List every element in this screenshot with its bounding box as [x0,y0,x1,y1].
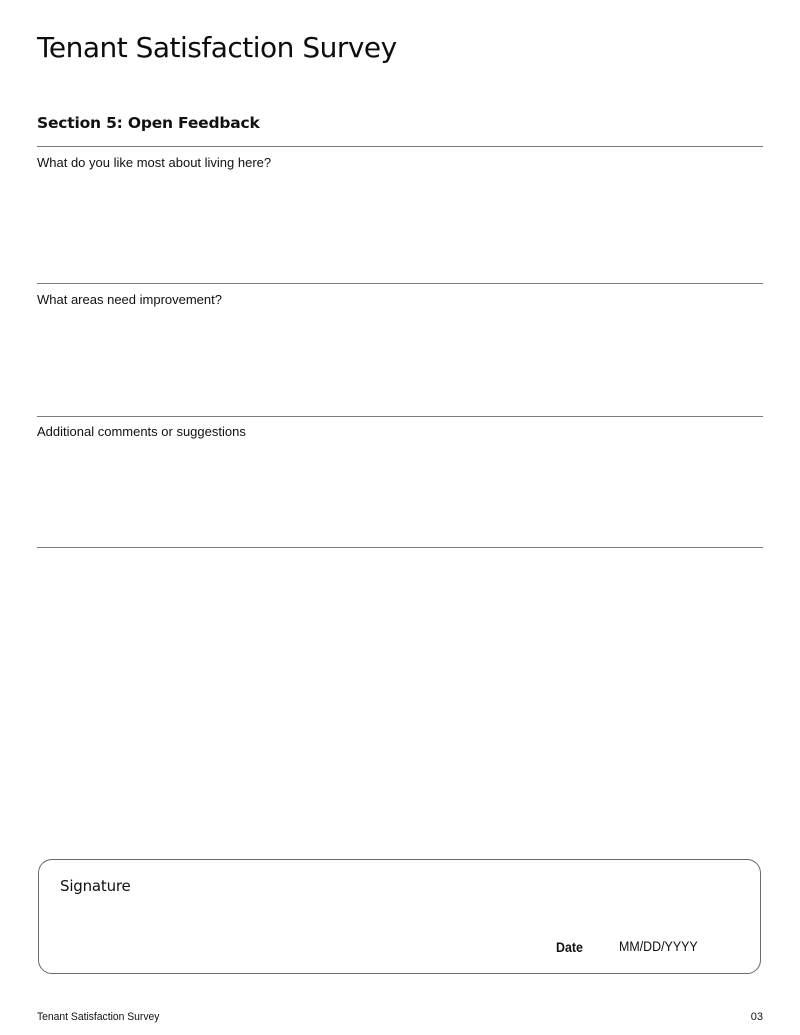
footer-title: Tenant Satisfaction Survey [37,1011,160,1023]
section-title: Section 5: Open Feedback [37,114,260,132]
signature-field[interactable] [59,904,539,954]
question-label-likes: What do you like most about living here? [37,155,272,170]
divider [37,146,763,147]
date-field[interactable]: MM/DD/YYYY [619,939,698,954]
divider [37,416,763,417]
divider [37,547,763,548]
signature-box [38,859,761,974]
signature-label: Signature [60,877,131,895]
divider [37,283,763,284]
date-label: Date [556,940,583,955]
document-title: Tenant Satisfaction Survey [37,31,397,64]
question-label-improvements: What areas need improvement? [37,292,222,307]
answer-field-improvements[interactable] [37,313,767,413]
answer-field-likes[interactable] [37,176,767,280]
question-label-additional-comments: Additional comments or suggestions [37,424,246,439]
page-number: 03 [750,1011,763,1023]
answer-field-additional-comments[interactable] [37,445,767,545]
